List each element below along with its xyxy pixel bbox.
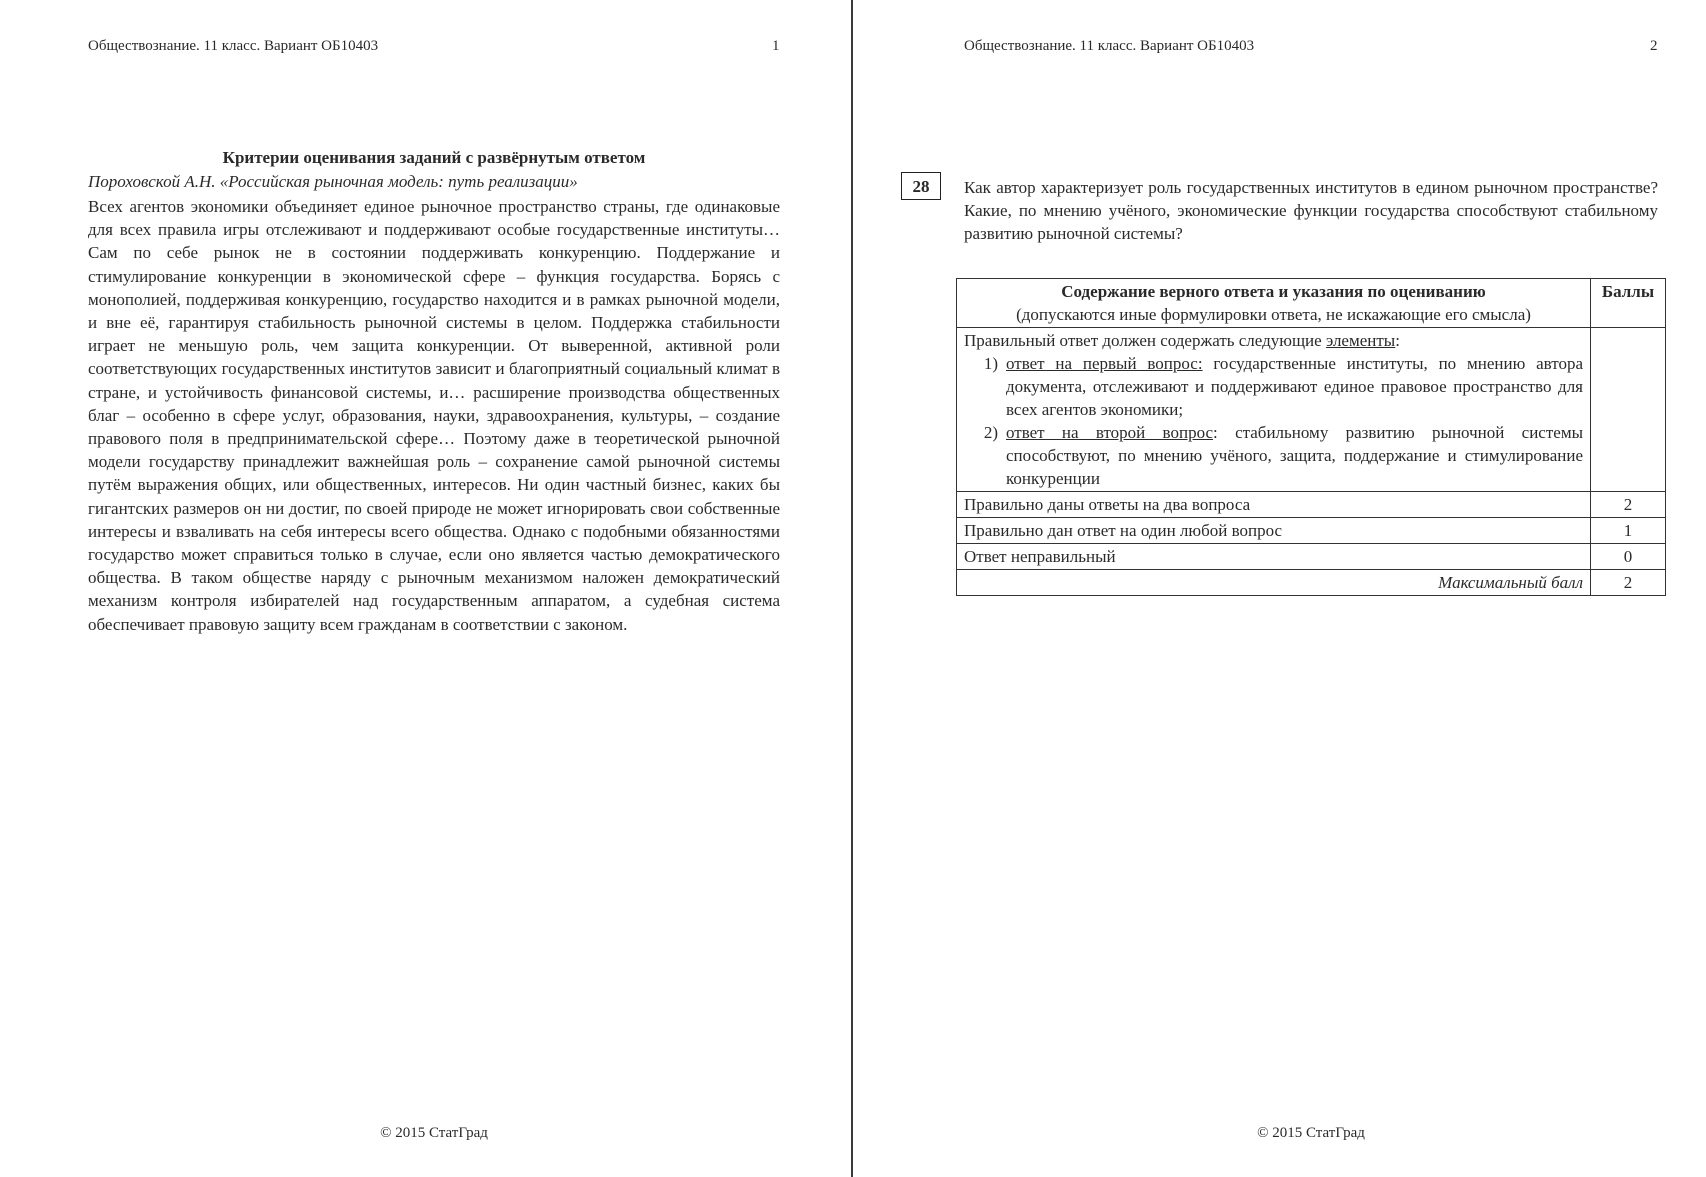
left-page bbox=[0, 0, 851, 1177]
scoring-row bbox=[957, 544, 1666, 570]
question-number-box: 28 bbox=[901, 172, 941, 200]
page-header: Обществознание. 11 класс. Вариант ОБ10403 bbox=[964, 38, 1255, 54]
table-header-row bbox=[957, 279, 1666, 328]
answer-element-number: 1) bbox=[983, 354, 998, 373]
source-text: Всех агентов экономики объединяет единое рыночное пространство страны, где одинаковые для всех правила игры отслеживают и поддерживают особые государственные институты… Сам по себе рынок не в состоянии поддерживать конкуренцию. Поддержание и стимулирование конкуренции в экономической сфере – функция государства. Борясь с монополией, поддерживая конкуренцию, государство находится и в рамках рыночной модели, и вне её, гарантируя стабильность рыночной системы в целом. Поддержка стабильности играет не меньшую роль, чем защита конкуренции. От выверенной, активной роли соответствующих государственных институтов зависит и благоприятный социальный климат в стране, и устойчивость финансовой системы, и… расширение производства общественных благ – особенно в сфере услуг, образования, науки, здравоохранения, культуры, – создание правового поля в предпринимательской сфере… Поэтому даже в теоретической рыночной модели государству принадлежит важнейшая роль – сохранение самой рыночной системы путём выражения общих, или общественных, интересов. Ни один частный бизнес, каких бы гигантских размеров он ни достиг, по своей природе не может игнорировать свои собственные интересы и взваливать на себя интересы всего общества. Однако с подобными обязанностями государство может справиться только в случае, если оно является частью демократического общества. В таком обществе наряду с рыночным механизмом наложен демократический механизм контроля избирателей над государственным аппаратом, а судебная система обеспечивает правовую защиту всем гражданам в соответствии с законом. bbox=[88, 197, 780, 634]
scoring-criterion: Правильно дан ответ на один любой вопрос bbox=[957, 518, 1591, 544]
answer-intro-keyword: элементы bbox=[1325, 331, 1396, 350]
page-number: 2 bbox=[1650, 38, 1658, 54]
scoring-points: 0 bbox=[1591, 544, 1666, 570]
source-citation: Пороховской А.Н. «Российская рыночная модель: путь реализации» bbox=[88, 172, 578, 191]
answer-intro-text: Правильный ответ должен содержать следующие bbox=[964, 331, 1326, 350]
criteria-title: Критерии оценивания заданий с развёрнутым ответом bbox=[222, 148, 646, 167]
page-footer: © 2015 СтатГрад bbox=[380, 1125, 488, 1141]
page-header: Обществознание. 11 класс. Вариант ОБ10403 bbox=[88, 38, 379, 54]
scoring-criterion: Правильно даны ответы на два вопроса bbox=[957, 492, 1591, 518]
scoring-points: 2 bbox=[1591, 492, 1666, 518]
scoring-row bbox=[957, 518, 1666, 544]
answer-content-row bbox=[957, 328, 1666, 492]
question-text: Как автор характеризует роль государственных институтов в едином рыночном пространстве? Какие, по мнению учёного, экономические функции государства способствуют стабильному развитию рыночной системы? bbox=[964, 178, 1658, 244]
answer-intro-colon: : bbox=[1395, 331, 1400, 350]
answer-element-text bbox=[1006, 352, 1583, 421]
answer-content-cell bbox=[957, 328, 1591, 492]
answer-element bbox=[964, 421, 1583, 490]
answer-element-text bbox=[1006, 421, 1583, 490]
answer-element-label: ответ на второй вопрос bbox=[1006, 423, 1214, 442]
scoring-row bbox=[957, 492, 1666, 518]
content-header-title: Содержание верного ответа и указания по оцениванию bbox=[1061, 282, 1486, 301]
answer-element-label: ответ на первый вопрос: bbox=[1006, 354, 1203, 373]
answer-element-number: 2) bbox=[983, 423, 998, 442]
answer-element-body: государственные институты, по мнению автора документа, отслеживают и поддерживают единое правовое пространство для всех агентов экономики; bbox=[1006, 354, 1583, 419]
max-score-value: 2 bbox=[1591, 570, 1666, 596]
score-header-cell: Баллы bbox=[1591, 279, 1666, 328]
scoring-criterion: Ответ неправильный bbox=[957, 544, 1591, 570]
max-score-label: Максимальный балл bbox=[957, 570, 1591, 596]
criteria-table bbox=[956, 278, 1666, 596]
scoring-points: 1 bbox=[1591, 518, 1666, 544]
answer-element-body: : стабильному развитию рыночной системы способствуют, по мнению учёного, защита, поддержание и стимулирование конкуренции bbox=[1006, 423, 1583, 488]
content-header-cell bbox=[957, 279, 1591, 328]
answer-intro bbox=[964, 329, 1583, 352]
score-cell-empty bbox=[1591, 328, 1666, 492]
max-score-row bbox=[957, 570, 1666, 596]
page-footer: © 2015 СтатГрад bbox=[1257, 1125, 1365, 1141]
answer-element bbox=[964, 352, 1583, 421]
page-number: 1 bbox=[772, 38, 780, 54]
content-header-note: (допускаются иные формулировки ответа, не искажающие его смысла) bbox=[1016, 305, 1531, 324]
